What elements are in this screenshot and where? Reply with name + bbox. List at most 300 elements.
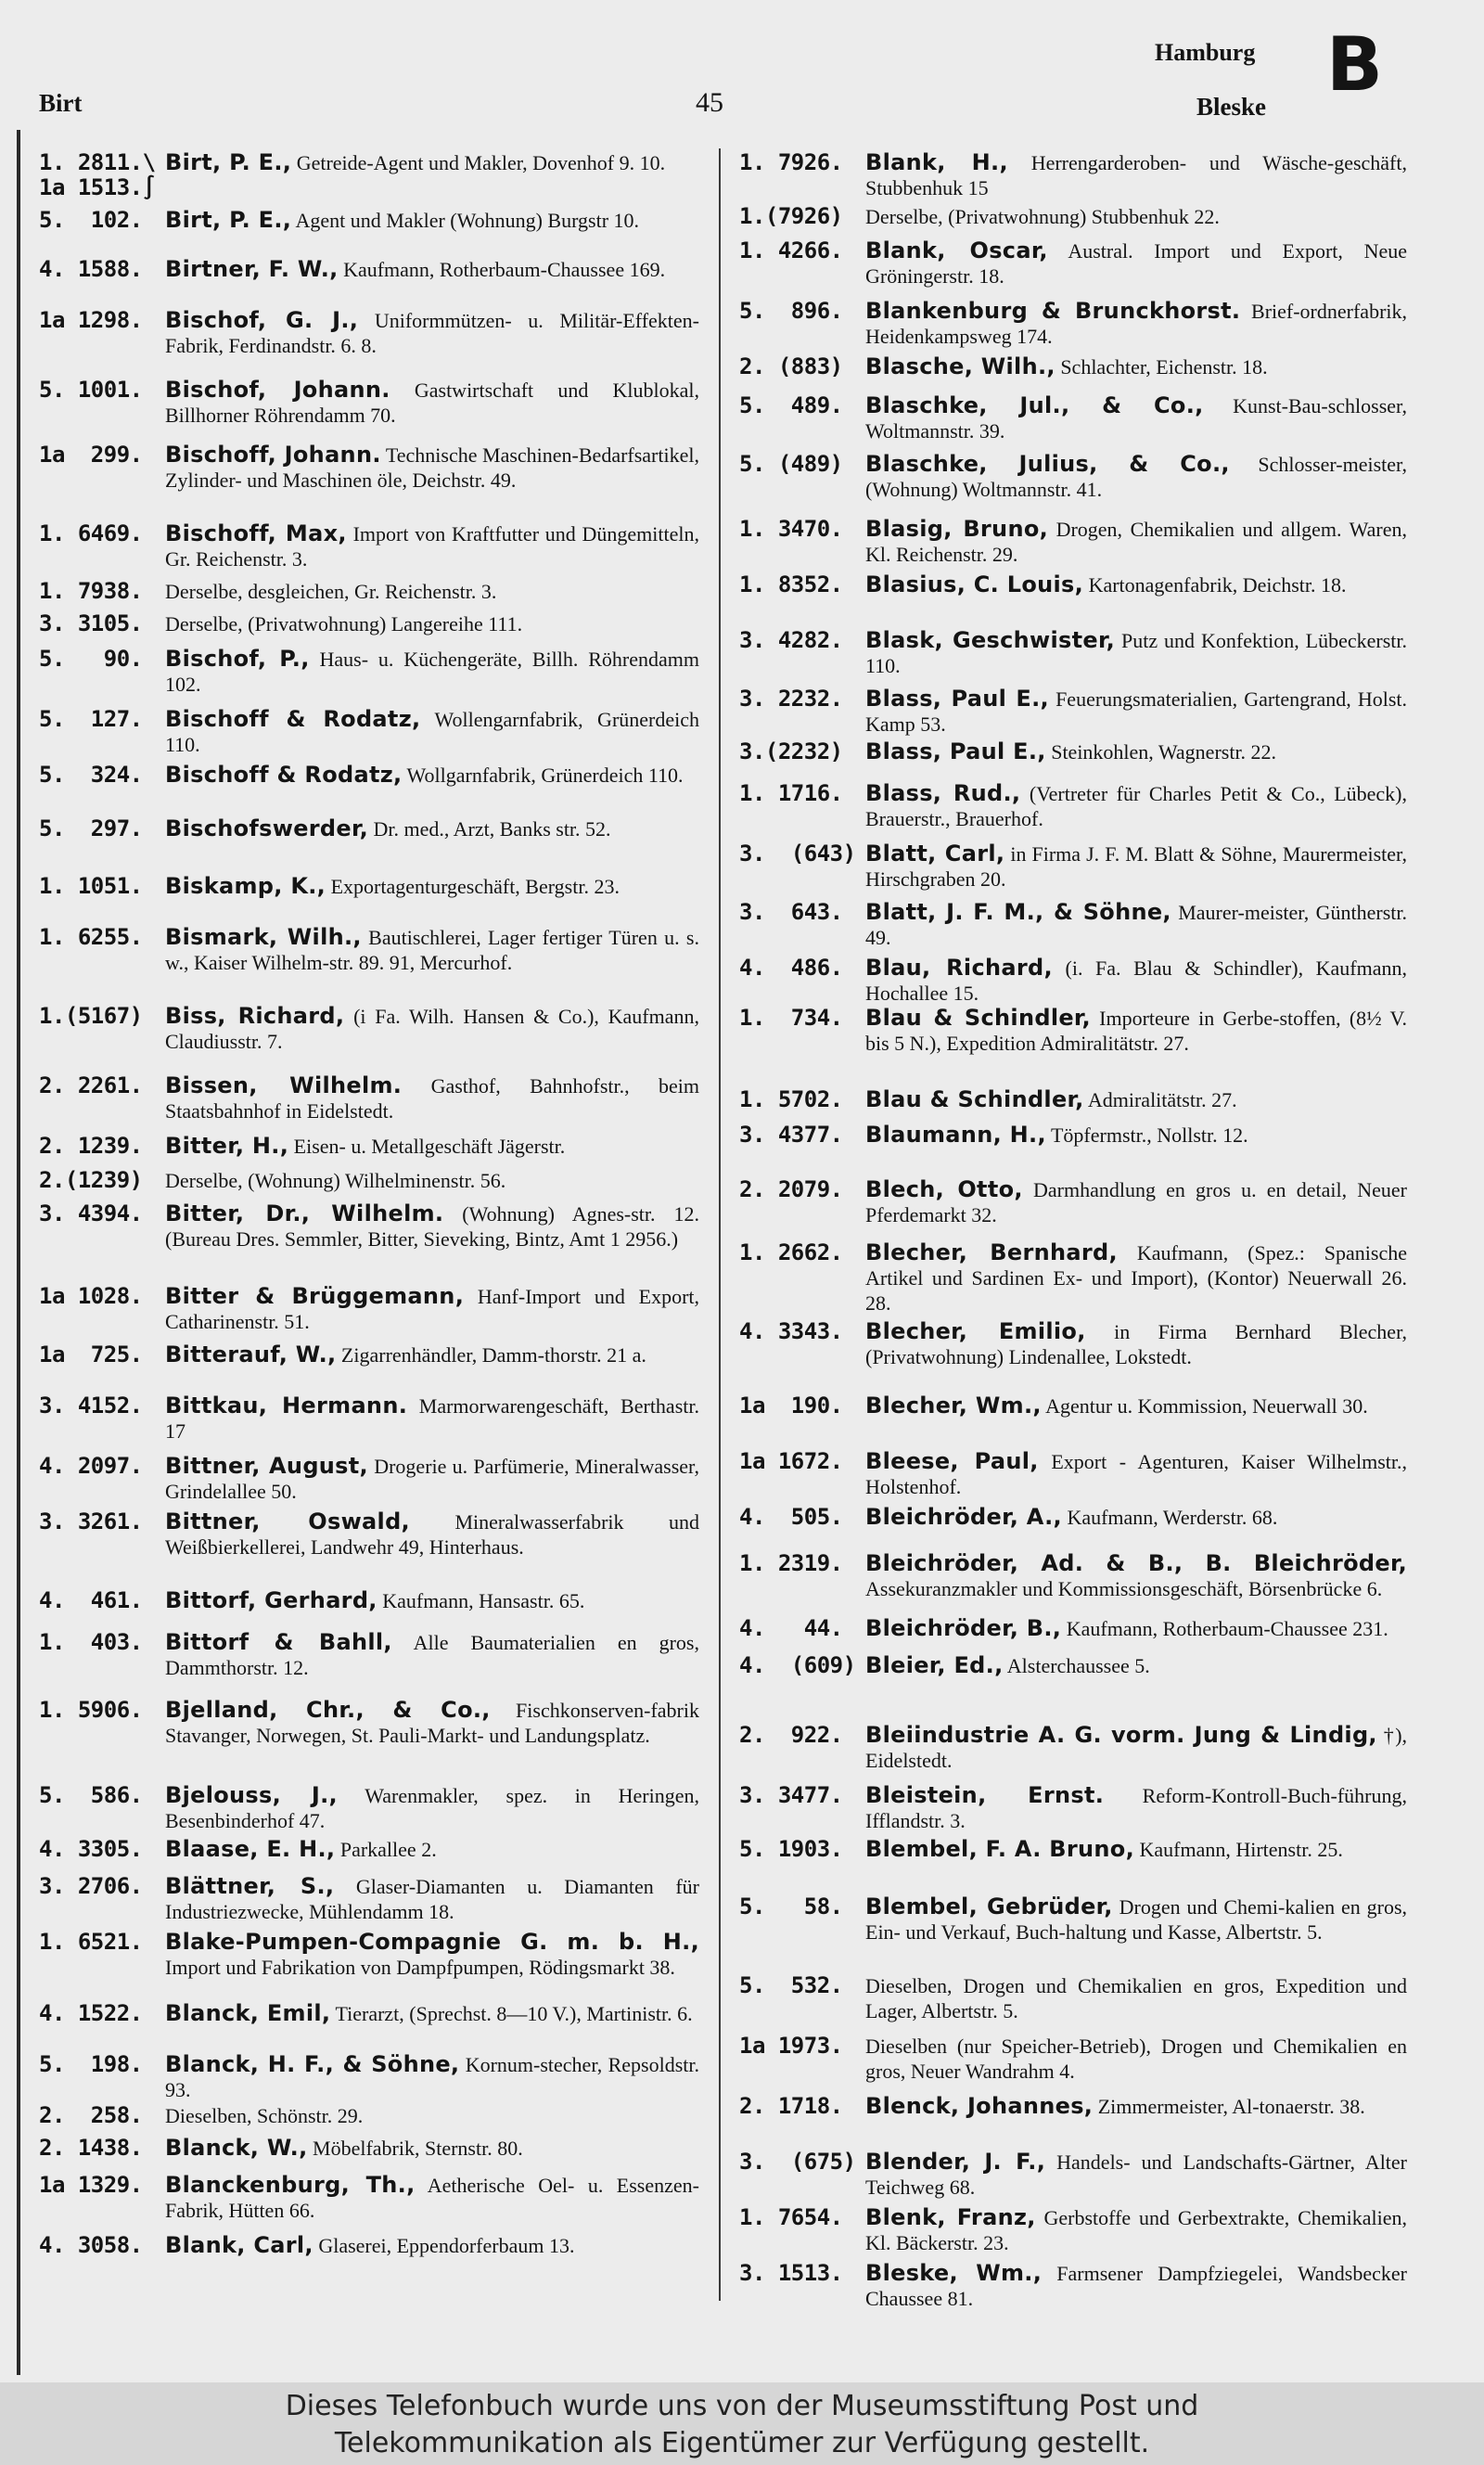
entry-name: Blembel, F. A. Bruno, xyxy=(865,1836,1134,1862)
entry-details: Admiralitätstr. 27. xyxy=(1087,1088,1237,1111)
phone-number: 3. 4282. xyxy=(739,627,843,653)
directory-entry xyxy=(739,517,1407,567)
entry-text xyxy=(865,956,1407,1006)
entry-text xyxy=(865,2150,1407,2200)
entry-name: Bjelouss, J., xyxy=(165,1782,338,1808)
entry-details: †), Eidelstedt. xyxy=(865,1724,1408,1772)
entry-name: Blake-Pumpen-Compagnie G. m. b. H., xyxy=(165,1929,699,1955)
entry-text xyxy=(865,1783,1407,1833)
entry-name: Bleese, Paul, xyxy=(865,1448,1039,1474)
entry-details: Derselbe, desgleichen, Gr. Reichenstr. 3. xyxy=(165,580,497,603)
phone-number: 1. 7938. xyxy=(39,578,143,604)
entry-text xyxy=(165,1630,699,1680)
entry-details: Zimmermeister, Al-tonaerstr. 38. xyxy=(1097,2095,1365,2118)
entry-details: Dieselben, Drogen und Chemikalien en gros, Expedition und Lager, Albertstr. 5. xyxy=(865,1974,1407,2022)
directory-entry xyxy=(739,1505,1407,1530)
phone-number: 5. 90. xyxy=(39,646,143,672)
phone-number: 1a 725. xyxy=(39,1342,143,1367)
phone-number: 3. 3105. xyxy=(39,610,143,636)
phone-number: 5. 532. xyxy=(739,1972,843,1998)
entry-details: Import von Kraftfutter und Düngemitteln, Gr. Reichenstr. 3. xyxy=(165,522,700,571)
entry-name: Bischof, Johann. xyxy=(165,377,390,403)
entry-details: Wollengarnfabrik, Grünerdeich 110. xyxy=(165,708,699,756)
entry-text xyxy=(165,1168,699,1193)
entry-name: Blenk, Franz, xyxy=(865,2204,1036,2230)
entry-text xyxy=(165,257,699,282)
entry-details: Schlosser-meister, (Wohnung) Woltmannstr. 41. xyxy=(865,453,1408,501)
entry-details: Derselbe, (Wohnung) Wilhelminenstr. 56. xyxy=(165,1169,506,1192)
entry-text xyxy=(165,611,699,636)
phone-number: 1. 3470. xyxy=(739,516,843,542)
entry-text xyxy=(165,2052,699,2102)
directory-entry xyxy=(739,781,1407,831)
directory-entry xyxy=(39,1930,699,1980)
phone-number: 3. 1513. xyxy=(739,2260,843,2286)
entry-details: Fischkonserven-fabrik Stavanger, Norwegen, St. Pauli-Markt- und Landungsplatz. xyxy=(165,1699,699,1747)
directory-entry xyxy=(39,647,699,697)
entry-details: Feuerungsmaterialien, Gartengrand, Holst. Kamp 53. xyxy=(865,687,1408,736)
entry-text xyxy=(165,1342,699,1367)
entry-text xyxy=(865,2034,1407,2084)
entry-text xyxy=(165,2233,699,2258)
entry-text xyxy=(165,2103,699,2128)
phone-number: 1. 4266. xyxy=(739,238,843,263)
phone-number: 4. 461. xyxy=(39,1587,143,1613)
phone-number: 5. (489) xyxy=(739,451,843,477)
entry-text xyxy=(165,2173,699,2223)
entry-details: Herrengarderoben- und Wäsche-geschäft, Stubbenhuk 15 xyxy=(865,151,1407,199)
entry-details: Tierarzt, (Sprechst. 8—10 V.), Martinistr. 6. xyxy=(335,2002,693,2025)
entry-details: Kaufmann, Rotherbaum-Chaussee 169. xyxy=(343,258,666,281)
entry-details: Wollgarnfabrik, Grünerdeich 110. xyxy=(406,764,684,787)
phone-number: 4. 1588. xyxy=(39,256,143,282)
entry-text xyxy=(865,1123,1407,1148)
phone-number: 4. (609) xyxy=(739,1652,856,1678)
entry-details: Dieselben (nur Speicher-Betrieb), Drogen und Chemikalien en gros, Neuer Wandrahm 4. xyxy=(865,2035,1407,2083)
directory-entry xyxy=(39,1509,699,1560)
phone-number: 1. 6255. xyxy=(39,924,143,950)
entry-text xyxy=(865,1505,1407,1530)
entry-text xyxy=(165,1874,699,1924)
entry-text xyxy=(165,1454,699,1504)
entry-details: Mineralwasserfabrik und Weißbierkellerei, Landwehr 49, Hinterhaus. xyxy=(165,1510,699,1559)
directory-entry xyxy=(39,150,699,200)
entry-text xyxy=(865,1973,1407,2023)
entry-text xyxy=(165,2001,699,2026)
directory-entry xyxy=(39,1454,699,1504)
directory-entry xyxy=(39,816,699,841)
entry-details: Reform-Kontroll-Buch-führung, Ifflandstr. 3. xyxy=(865,1784,1407,1832)
entry-name: Blender, J. F., xyxy=(865,2149,1046,2175)
entry-text xyxy=(165,763,699,788)
directory-entry xyxy=(39,925,699,975)
entry-details: Kaufmann, (Spez.: Spanische Artikel und Sardinen Ex- und Import), (Kontor) Neuerwall 26. 28. xyxy=(865,1241,1407,1315)
directory-entry xyxy=(39,611,699,636)
entry-details: Handels- und Landschafts-Gärtner, Alter Teichweg 68. xyxy=(865,2150,1408,2199)
entry-name: Blech, Otto, xyxy=(865,1176,1023,1202)
entry-text xyxy=(865,452,1407,502)
directory-entry xyxy=(39,378,699,428)
phone-number: 1. 734. xyxy=(739,1005,843,1031)
directory-entry xyxy=(739,238,1407,289)
entry-text xyxy=(865,628,1407,678)
entry-text xyxy=(865,238,1407,289)
entry-details: Steinkohlen, Wagnerstr. 22. xyxy=(1051,740,1277,764)
entry-details: Parkallee 2. xyxy=(339,1838,437,1861)
entry-details: Drogen und Chemi-kalien en gros, Ein- und Verkauf, Buch-haltung und Kasse, Albertstr. 5. xyxy=(865,1895,1408,1944)
phone-number: 1. 8352. xyxy=(739,571,843,597)
directory-entry xyxy=(39,763,699,788)
entry-name: Blecher, Emilio, xyxy=(865,1318,1086,1344)
phone-number: 5. 586. xyxy=(39,1782,143,1808)
directory-entry xyxy=(739,1240,1407,1316)
directory-entry xyxy=(739,299,1407,349)
entry-details: Agentur u. Kommission, Neuerwall 30. xyxy=(1045,1394,1368,1418)
phone-number: 3. (643) xyxy=(739,841,856,867)
entry-text xyxy=(165,1509,699,1560)
entry-name: Bischoff & Rodatz, xyxy=(165,706,421,732)
entry-text xyxy=(165,647,699,697)
phone-number: 5. 489. xyxy=(739,392,843,418)
phone-number: 1a 299. xyxy=(39,442,143,468)
phone-number: 3. 4394. xyxy=(39,1200,143,1226)
entry-name: Blasche, Wilh., xyxy=(865,353,1055,379)
phone-number: 1a 1672. xyxy=(739,1448,843,1474)
directory-entry xyxy=(39,208,699,233)
entry-name: Bischoff & Rodatz, xyxy=(165,762,403,788)
directory-entry xyxy=(39,1783,699,1833)
phone-number: 2. 1718. xyxy=(739,2093,843,2119)
entry-name: Blanck, H. F., & Söhne, xyxy=(165,2051,460,2077)
directory-entry xyxy=(39,1201,699,1252)
entry-name: Blecher, Wm., xyxy=(865,1393,1042,1419)
entry-name: Bleichröder, Ad. & B., B. Bleichröder, xyxy=(865,1550,1407,1576)
entry-name: Bittner, August, xyxy=(165,1453,368,1479)
entry-text xyxy=(865,739,1407,764)
directory-entry xyxy=(39,1393,699,1444)
entry-name: Blaschke, Jul., & Co., xyxy=(865,392,1204,418)
directory-entry xyxy=(739,1006,1407,1056)
entry-details: (Wohnung) Agnes-str. 12. (Bureau Dres. Semmler, Bitter, Sieveking, Bintz, Amt 1 2956.) xyxy=(165,1202,699,1251)
entry-details: Gasthof, Bahnhofstr., beim Staatsbahnhof in Eidelstedt. xyxy=(165,1074,699,1123)
directory-entry xyxy=(739,1783,1407,1833)
entry-name: Blanckenburg, Th., xyxy=(165,2172,416,2198)
directory-entry xyxy=(39,2173,699,2223)
directory-entry xyxy=(39,521,699,571)
entry-name: Biskamp, K., xyxy=(165,873,326,899)
entry-name: Blatt, J. F. M., & Söhne, xyxy=(865,899,1171,925)
directory-entry xyxy=(39,1698,699,1748)
entry-details: Exportagenturgeschäft, Bergstr. 23. xyxy=(330,875,620,898)
footer-line-1: Dieses Telefonbuch wurde uns von der Museumsstiftung Post und xyxy=(285,2390,1199,2422)
entry-details: Putz und Konfektion, Lübeckerstr. 110. xyxy=(865,629,1407,677)
entry-details: Glaser-Diamanten u. Diamanten für Industriezwecke, Mühlendamm 18. xyxy=(165,1875,699,1923)
phone-number: 1. 7654. xyxy=(739,2204,843,2230)
directory-entry xyxy=(39,2136,699,2161)
entry-text xyxy=(165,1837,699,1862)
header-city: Hamburg xyxy=(1155,39,1256,66)
entry-details: Export - Agenturen, Kaiser Wilhelmstr., Holstenhof. xyxy=(865,1450,1407,1498)
entry-details: Uniformmützen- u. Militär-Effekten-Fabrik, Ferdinandstr. 6. 8. xyxy=(165,309,700,357)
directory-entry xyxy=(739,2205,1407,2255)
entry-details: Kaufmann, Hirtenstr. 25. xyxy=(1139,1838,1343,1861)
entry-name: Bischofswerder, xyxy=(165,815,368,841)
phone-number: 3. 3261. xyxy=(39,1509,143,1534)
entry-text xyxy=(165,925,699,975)
phone-number: 3. 2232. xyxy=(739,686,843,712)
entry-name: Blasig, Bruno, xyxy=(865,516,1049,542)
entry-name: Birt, P. E., xyxy=(165,207,292,233)
directory-entry xyxy=(739,1837,1407,1862)
entry-text xyxy=(165,208,699,233)
entry-text xyxy=(865,1393,1407,1419)
entry-name: Bischof, P., xyxy=(165,646,310,672)
directory-entry xyxy=(739,1319,1407,1369)
directory-entry xyxy=(739,1616,1407,1641)
directory-entry xyxy=(739,956,1407,1006)
directory-entry xyxy=(739,1393,1407,1419)
entry-text xyxy=(865,393,1407,443)
directory-entry xyxy=(39,707,699,757)
entry-details: Aetherische Oel- u. Essenzen-Fabrik, Hütten 66. xyxy=(165,2174,699,2222)
entry-details: Import und Fabrikation von Dampfpumpen, Rödingsmarkt 38. xyxy=(165,1956,675,1979)
entry-name: Bissen, Wilhelm. xyxy=(165,1072,403,1098)
entry-name: Blank, Carl, xyxy=(165,2232,313,2258)
entry-details: Agent und Makler (Wohnung) Burgstr 10. xyxy=(295,209,640,232)
entry-name: Blatt, Carl, xyxy=(865,841,1005,867)
phone-number: 1. 1716. xyxy=(739,780,843,806)
phone-number: 2. 2261. xyxy=(39,1072,143,1098)
page-edge-rule xyxy=(17,130,20,2375)
entry-name: Bittorf & Bahll, xyxy=(165,1629,392,1655)
entry-name: Bleichröder, A., xyxy=(865,1504,1062,1530)
phone-number: 1a 1298. xyxy=(39,307,143,333)
phone-number: 2. 2079. xyxy=(739,1176,843,1202)
phone-number: 1. 7926. xyxy=(739,149,843,175)
entry-name: Bittkau, Hermann. xyxy=(165,1393,408,1419)
phone-number: 1a 1973. xyxy=(739,2033,843,2059)
phone-number: 1. 5702. xyxy=(739,1086,843,1112)
directory-entry xyxy=(39,443,699,493)
entry-details: Alsterchaussee 5. xyxy=(1006,1654,1150,1677)
phone-number: 4. 2097. xyxy=(39,1453,143,1479)
phone-number: 1. 1051. xyxy=(39,873,143,899)
entry-text xyxy=(865,150,1407,200)
directory-entry xyxy=(739,1973,1407,2023)
entry-text xyxy=(865,1837,1407,1862)
footer-line-2: Telekommunikation als Eigentümer zur Verfügung gestellt. xyxy=(334,2427,1150,2459)
entry-name: Bittorf, Gerhard, xyxy=(165,1587,377,1613)
entry-name: Blau & Schindler, xyxy=(865,1005,1091,1031)
entry-details: in Firma Bernhard Blecher, (Privatwohnung) Lindenallee, Lokstedt. xyxy=(865,1320,1408,1368)
directory-entry xyxy=(739,572,1407,597)
phone-number: 1. 403. xyxy=(39,1629,143,1655)
entry-name: Bitter & Brüggemann, xyxy=(165,1283,465,1309)
entry-name: Bleier, Ed., xyxy=(865,1652,1004,1678)
entry-text xyxy=(165,816,699,841)
phone-number: 4. 3343. xyxy=(739,1318,843,1344)
entry-text xyxy=(165,1284,699,1334)
directory-entry xyxy=(739,393,1407,443)
entry-name: Blank, Oscar, xyxy=(865,238,1048,263)
entry-text xyxy=(165,521,699,571)
directory-entry xyxy=(39,1168,699,1193)
entry-details: Zigarrenhändler, Damm-thorstr. 21 a. xyxy=(340,1343,646,1367)
entry-text xyxy=(865,2094,1407,2119)
entry-text xyxy=(165,150,699,175)
entry-name: Bischoff, Max, xyxy=(165,520,347,546)
entry-text xyxy=(165,308,699,358)
directory-entry xyxy=(39,579,699,604)
entry-name: Bleiindustrie A. G. vorm. Jung & Lindig, xyxy=(865,1722,1377,1748)
entry-name: Blecher, Bernhard, xyxy=(865,1239,1118,1265)
entry-text xyxy=(865,1177,1407,1227)
entry-text xyxy=(865,2205,1407,2255)
phone-number: 4. 1522. xyxy=(39,2000,143,2026)
entry-details: Gerbstoffe und Gerbextrakte, Chemikalien, Kl. Bäckerstr. 23. xyxy=(865,2206,1407,2254)
phone-number: 5. 1001. xyxy=(39,377,143,403)
entry-name: Blättner, S., xyxy=(165,1873,335,1899)
entry-text xyxy=(865,354,1407,379)
directory-entry xyxy=(39,2233,699,2258)
phone-number: 5. 127. xyxy=(39,706,143,732)
phone-number: 2. 1438. xyxy=(39,2135,143,2161)
entry-details: (Vertreter für Charles Petit & Co., Lübeck), Brauerstr., Brauerhof. xyxy=(865,782,1408,830)
directory-entry xyxy=(739,1449,1407,1499)
entry-details: Bautischlerei, Lager fertiger Türen u. s. w., Kaiser Wilhelm-str. 89. 91, Mercurhof. xyxy=(165,926,699,974)
phone-number: 5. 1903. xyxy=(739,1836,843,1862)
phone-number: 5. 198. xyxy=(39,2051,143,2077)
entry-details: Darmhandlung en gros u. en detail, Neuer Pferdemarkt 32. xyxy=(865,1178,1407,1226)
entry-name: Blass, Rud., xyxy=(865,780,1021,806)
entry-text xyxy=(865,1240,1407,1316)
entry-details: Getreide-Agent und Makler, Dovenhof 9. 10. xyxy=(296,151,666,174)
phone-number: 2. 1239. xyxy=(39,1133,143,1159)
phone-number: 2.(1239) xyxy=(39,1167,143,1193)
header-right-word: Bleske xyxy=(1196,93,1267,121)
directory-entry xyxy=(39,1004,699,1054)
entry-name: Birt, P. E., xyxy=(165,149,292,175)
entry-text xyxy=(865,1006,1407,1056)
phone-number: 3. 4152. xyxy=(39,1393,143,1419)
entry-text xyxy=(865,1723,1407,1773)
directory-entry xyxy=(739,1653,1407,1678)
directory-entry xyxy=(739,841,1407,892)
directory-entry xyxy=(739,687,1407,737)
entry-name: Bismark, Wilh., xyxy=(165,924,362,950)
entry-text xyxy=(165,2136,699,2161)
entry-details: Marmorwarengeschäft, Berthastr. 17 xyxy=(165,1394,699,1443)
phone-number: 4. 3305. xyxy=(39,1836,143,1862)
entry-text xyxy=(865,1449,1407,1499)
footer-notice xyxy=(0,2382,1484,2465)
directory-entry xyxy=(739,628,1407,678)
entry-details: Glaserei, Eppendorferbaum 13. xyxy=(318,2234,575,2257)
phone-number: 1.(7926) xyxy=(739,203,843,229)
entry-name: Blasius, C. Louis, xyxy=(865,571,1084,597)
entry-name: Blanck, Emil, xyxy=(165,2000,331,2026)
phone-number: 2. 258. xyxy=(39,2102,143,2128)
directory-entry xyxy=(739,2261,1407,2311)
entry-name: Bitter, Dr., Wilhelm. xyxy=(165,1200,444,1226)
phone-number: 1a 1329. xyxy=(39,2172,143,2198)
entry-name: Blanck, W., xyxy=(165,2135,308,2161)
phone-number: 4. 44. xyxy=(739,1615,843,1641)
entry-text xyxy=(165,378,699,428)
entry-text xyxy=(865,1551,1407,1601)
entry-details: Dr. med., Arzt, Banks str. 52. xyxy=(373,817,611,841)
entry-text xyxy=(865,1653,1407,1678)
phone-number: 1. 6469. xyxy=(39,520,143,546)
entry-name: Bitter, H., xyxy=(165,1133,289,1159)
entry-name: Blankenburg & Brunckhorst. xyxy=(865,298,1241,324)
phone-number: 1. 2811.\ 1a 1513.∫ xyxy=(39,149,156,200)
page-number: 45 xyxy=(696,87,723,118)
entry-text xyxy=(165,579,699,604)
entry-details: Derselbe, (Privatwohnung) Langereihe 111. xyxy=(165,612,523,636)
directory-entry xyxy=(39,874,699,899)
header-left-word: Birt xyxy=(39,89,83,117)
directory-entry xyxy=(739,452,1407,502)
entry-details: Assekuranzmakler und Kommissionsgeschäft, Börsenbrücke 6. xyxy=(865,1577,1383,1600)
entry-text xyxy=(165,707,699,757)
entry-details: in Firma J. F. M. Blatt & Söhne, Maurermeister, Hirschgraben 20. xyxy=(865,842,1408,891)
directory-entry xyxy=(39,1874,699,1924)
entry-details: (i Fa. Wilh. Hansen & Co.), Kaufmann, Claudiusstr. 7. xyxy=(165,1005,699,1053)
directory-entry xyxy=(39,1837,699,1862)
directory-entry xyxy=(739,150,1407,200)
entry-details: Alle Baumaterialien en gros, Dammthorstr. 12. xyxy=(165,1631,699,1679)
entry-name: Blass, Paul E., xyxy=(865,738,1046,764)
directory-entry xyxy=(739,1551,1407,1601)
directory-entry xyxy=(39,1073,699,1123)
directory-entry xyxy=(39,1630,699,1680)
entry-details: Kornum-stecher, Repsoldstr. 93. xyxy=(165,2053,700,2101)
entry-details: Gastwirtschaft und Klublokal, Billhorner Röhrendamm 70. xyxy=(165,379,699,427)
entry-text xyxy=(865,1319,1407,1369)
directory-entry xyxy=(739,1123,1407,1148)
entry-details: Kaufmann, Rotherbaum-Chaussee 231. xyxy=(1066,1617,1388,1640)
phone-number: 3.(2232) xyxy=(739,738,843,764)
entry-details: Farmsener Dampfziegelei, Wandsbecker Chaussee 81. xyxy=(865,2262,1407,2310)
entry-text xyxy=(165,443,699,493)
entry-name: Blaumann, H., xyxy=(865,1122,1046,1148)
entry-details: Haus- u. Küchengeräte, Billh. Röhrendamm 102. xyxy=(165,648,699,696)
directory-entry xyxy=(739,2094,1407,2119)
phone-number: 5. 896. xyxy=(739,298,843,324)
entry-details: Dieselben, Schönstr. 29. xyxy=(165,2104,364,2127)
phone-number: 5. 297. xyxy=(39,815,143,841)
entry-text xyxy=(165,1930,699,1980)
entry-text xyxy=(165,1698,699,1748)
directory-entry xyxy=(39,257,699,282)
header-letter: B xyxy=(1326,21,1383,108)
phone-number: 4. 3058. xyxy=(39,2232,143,2258)
entry-name: Biss, Richard, xyxy=(165,1003,345,1029)
phone-number: 1a 190. xyxy=(739,1393,843,1419)
entry-name: Blau, Richard, xyxy=(865,955,1053,981)
entry-text xyxy=(165,1004,699,1054)
entry-details: Drogen, Chemikalien und allgem. Waren, Kl. Reichenstr. 29. xyxy=(865,518,1407,566)
entry-details: Kaufmann, Werderstr. 68. xyxy=(1067,1506,1278,1529)
entry-text xyxy=(865,2261,1407,2311)
entry-name: Bischoff, Johann. xyxy=(165,442,381,468)
phone-number: 4. 486. xyxy=(739,955,843,981)
directory-entry xyxy=(739,900,1407,950)
entry-text xyxy=(165,1588,699,1613)
entry-text xyxy=(865,1087,1407,1112)
entry-details: Eisen- u. Metallgeschäft Jägerstr. xyxy=(293,1135,566,1158)
